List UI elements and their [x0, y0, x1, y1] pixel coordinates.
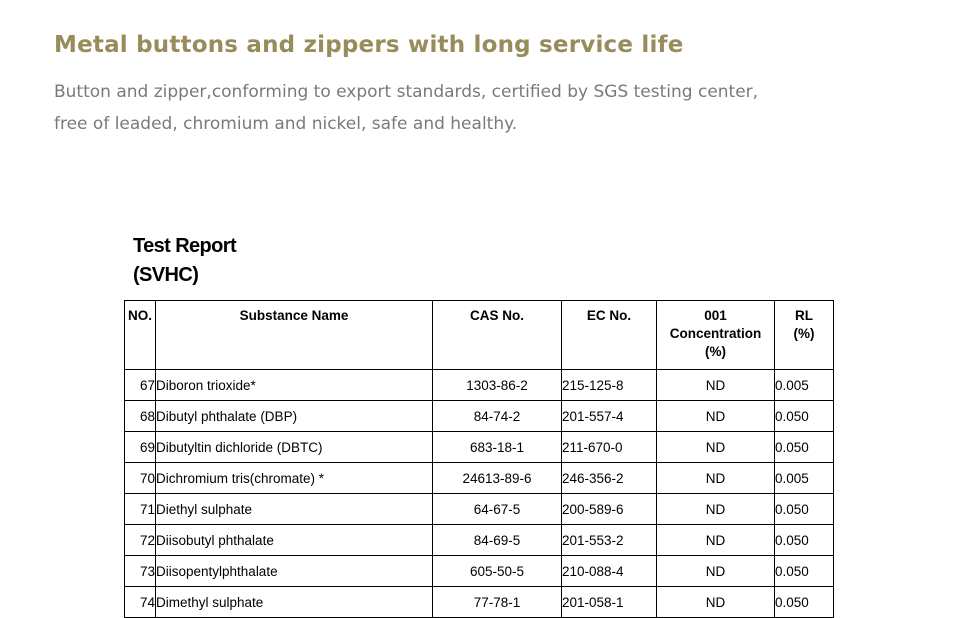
cell-ec: 201-058-1: [562, 587, 657, 618]
cell-concentration: ND: [657, 432, 775, 463]
column-header-ec: EC No.: [562, 301, 657, 370]
test-report-image: [124, 232, 844, 610]
cell-concentration: ND: [657, 463, 775, 494]
cell-concentration: ND: [657, 556, 775, 587]
concentration-header-line-2: Concentration: [669, 326, 762, 341]
cell-concentration: ND: [657, 370, 775, 401]
cell-cas: 84-69-5: [433, 525, 562, 556]
cell-substance: Dibutyl phthalate (DBP): [156, 401, 433, 432]
table-row: [125, 401, 834, 432]
table-row: [125, 556, 834, 587]
cell-no: 69: [125, 432, 156, 463]
cell-cas: 64-67-5: [433, 494, 562, 525]
report-title-line-1: Test Report: [133, 235, 237, 257]
cell-no: 74: [125, 587, 156, 618]
cell-substance: Diisobutyl phthalate: [156, 525, 433, 556]
column-header-substance: Substance Name: [156, 301, 433, 370]
concentration-header-line-1: 001: [704, 308, 727, 323]
report-title: [133, 232, 844, 290]
table-row: [125, 432, 834, 463]
cell-concentration: ND: [657, 525, 775, 556]
description-line-2: free of leaded, chromium and nickel, safe and healthy.: [54, 114, 518, 134]
cell-concentration: ND: [657, 401, 775, 432]
cell-rl: 0.050: [775, 525, 834, 556]
cell-cas: 24613-89-6: [433, 463, 562, 494]
page-description: [54, 76, 834, 140]
cell-ec: 200-589-6: [562, 494, 657, 525]
cell-concentration: ND: [657, 494, 775, 525]
table-row: [125, 463, 834, 494]
rl-header-line-2: (%): [793, 326, 815, 341]
cell-rl: 0.050: [775, 432, 834, 463]
cell-substance: Dimethyl sulphate: [156, 587, 433, 618]
cell-cas: 1303-86-2: [433, 370, 562, 401]
cell-substance: Diboron trioxide*: [156, 370, 433, 401]
cell-no: 68: [125, 401, 156, 432]
cell-rl: 0.050: [775, 556, 834, 587]
table-row: [125, 370, 834, 401]
cell-substance: Dibutyltin dichloride (DBTC): [156, 432, 433, 463]
table-row: [125, 494, 834, 525]
cell-cas: 683-18-1: [433, 432, 562, 463]
column-header-rl: [775, 301, 834, 370]
cell-substance: Dichromium tris(chromate) *: [156, 463, 433, 494]
cell-no: 67: [125, 370, 156, 401]
cell-ec: 201-557-4: [562, 401, 657, 432]
cell-cas: 605-50-5: [433, 556, 562, 587]
cell-ec: 211-670-0: [562, 432, 657, 463]
cell-cas: 84-74-2: [433, 401, 562, 432]
report-title-line-2: (SVHC): [133, 264, 199, 286]
cell-ec: 210-088-4: [562, 556, 657, 587]
cell-rl: 0.050: [775, 587, 834, 618]
cell-rl: 0.005: [775, 463, 834, 494]
cell-ec: 246-356-2: [562, 463, 657, 494]
cell-no: 70: [125, 463, 156, 494]
cell-no: 71: [125, 494, 156, 525]
cell-rl: 0.005: [775, 370, 834, 401]
description-line-1: Button and zipper,conforming to export standards, certified by SGS testing center,: [54, 82, 759, 102]
page-title: Metal buttons and zippers with long service life: [54, 32, 684, 58]
rl-header-line-1: RL: [795, 308, 813, 323]
cell-substance: Diisopentylphthalate: [156, 556, 433, 587]
column-header-cas: CAS No.: [433, 301, 562, 370]
table-row: [125, 525, 834, 556]
cell-ec: 215-125-8: [562, 370, 657, 401]
cell-ec: 201-553-2: [562, 525, 657, 556]
table-row: [125, 587, 834, 618]
cell-rl: 0.050: [775, 494, 834, 525]
column-header-no: NO.: [125, 301, 156, 370]
cell-rl: 0.050: [775, 401, 834, 432]
cell-cas: 77-78-1: [433, 587, 562, 618]
table-header-row: [125, 301, 834, 370]
cell-concentration: ND: [657, 587, 775, 618]
column-header-concentration: [657, 301, 775, 370]
cell-no: 72: [125, 525, 156, 556]
svhc-table: [124, 300, 834, 618]
cell-substance: Diethyl sulphate: [156, 494, 433, 525]
concentration-header-line-3: (%): [705, 344, 726, 359]
cell-no: 73: [125, 556, 156, 587]
